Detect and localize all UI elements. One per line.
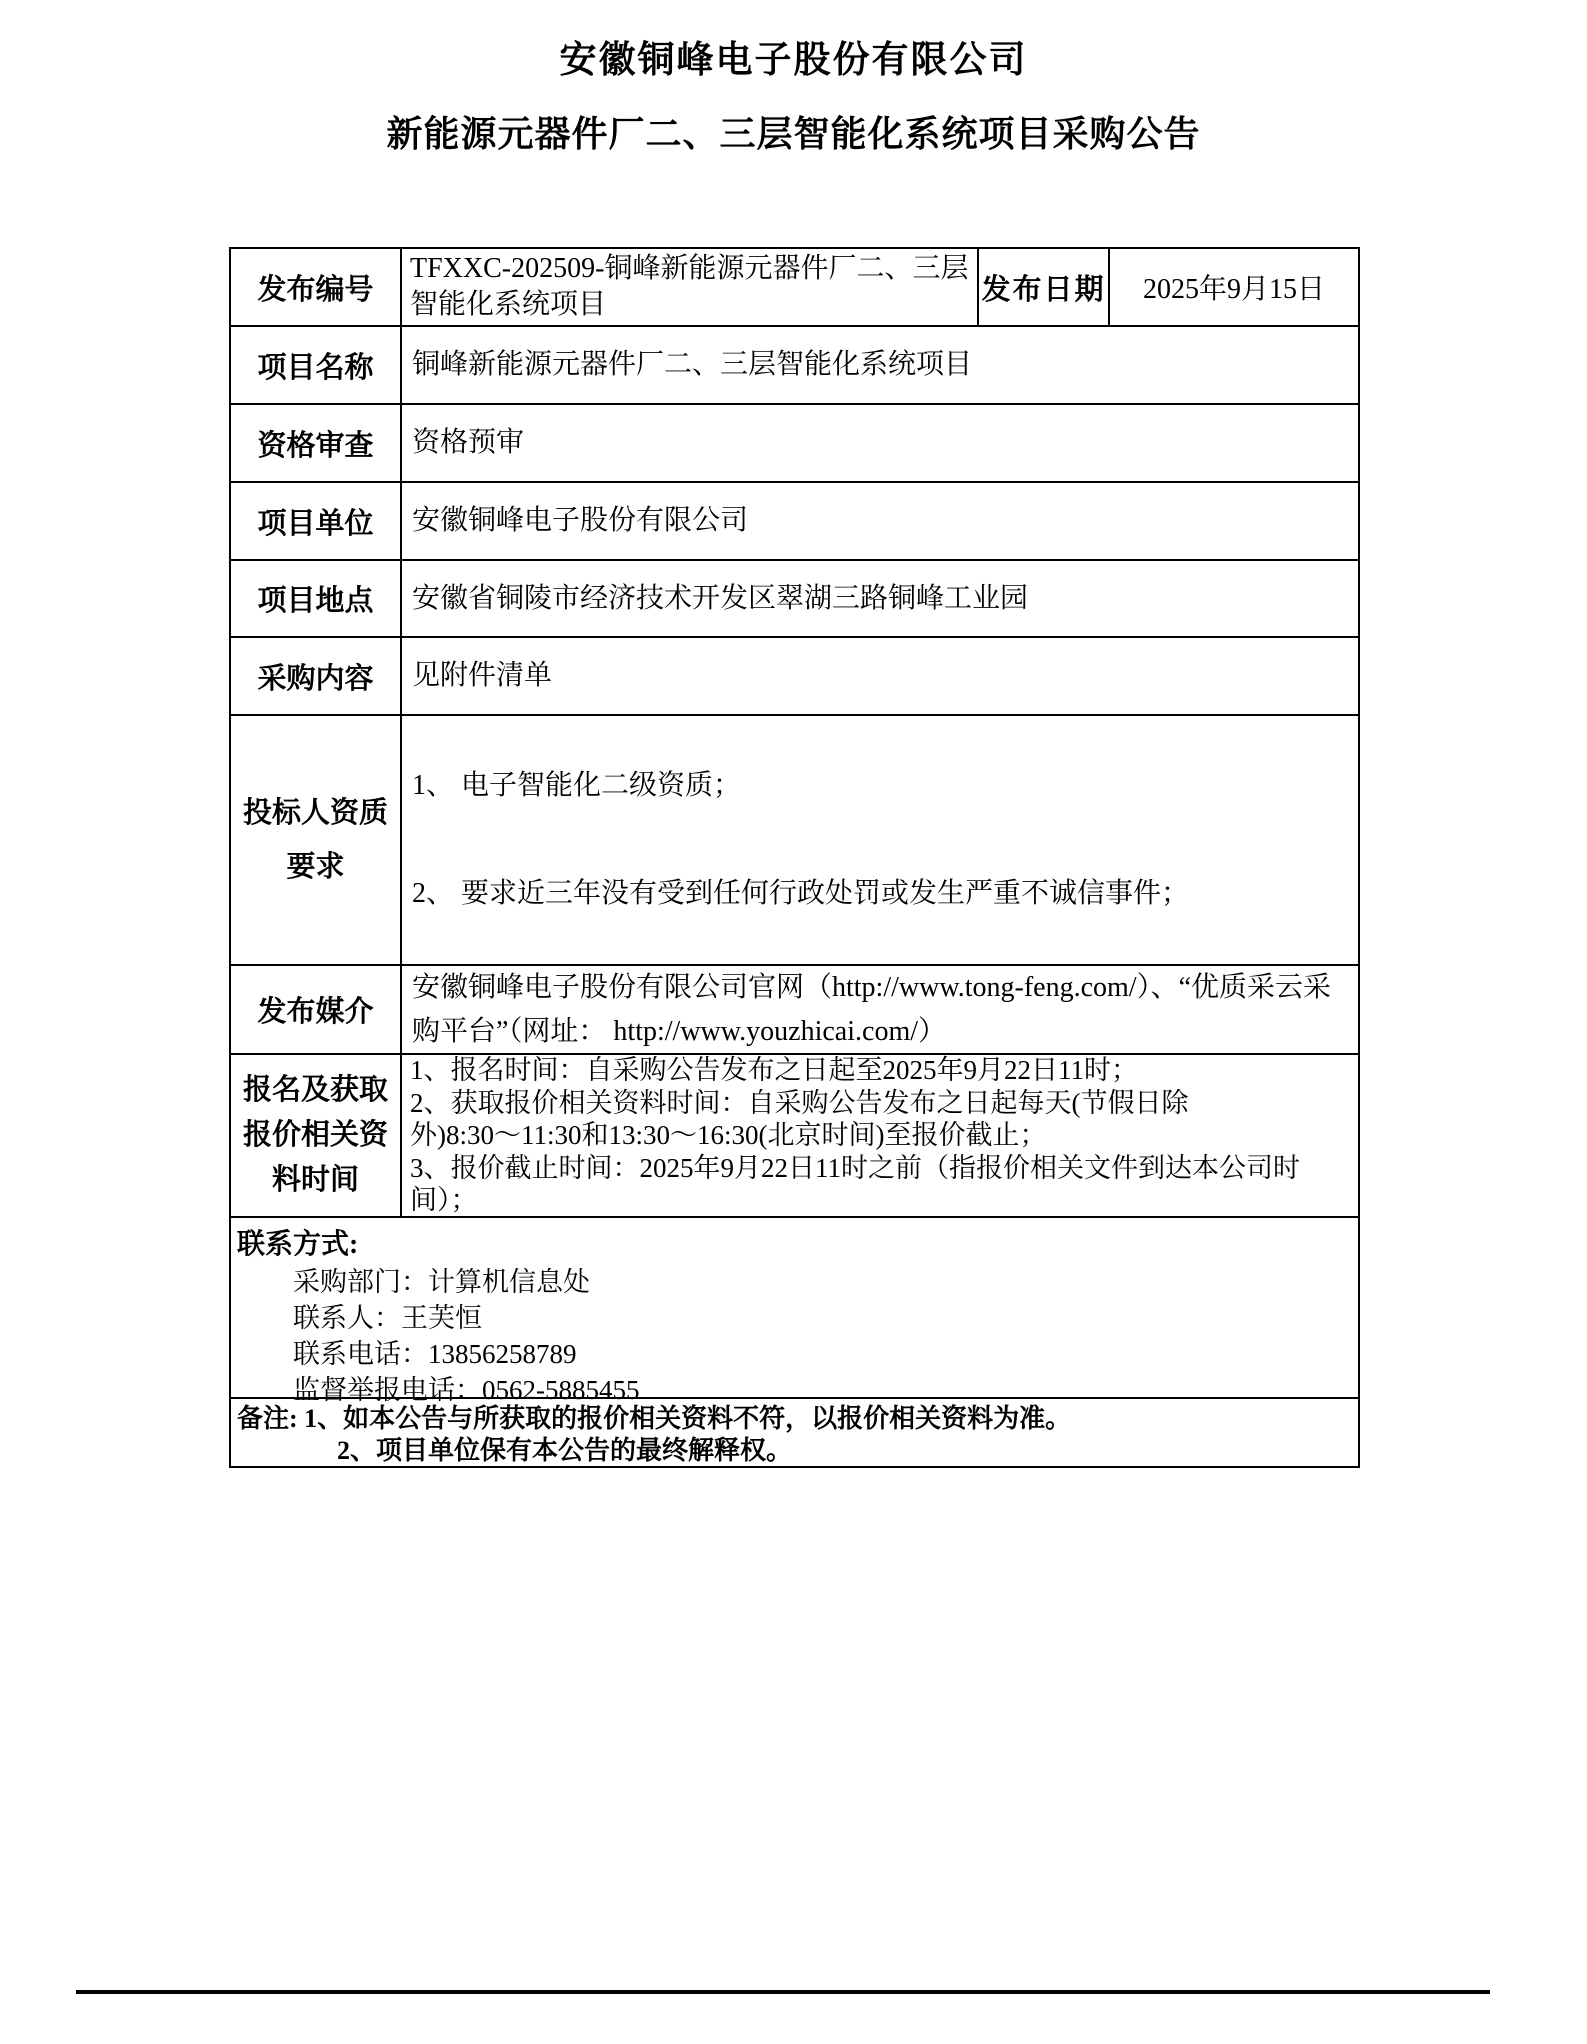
contact-phone: 联系电话：13856258789: [293, 1339, 577, 1369]
qualification-review-row: [231, 405, 1358, 483]
publication-media-row: [231, 966, 1358, 1055]
registration-schedule-label-line1: 报名及获取: [242, 1074, 388, 1106]
registration-schedule-label-line3: 料时间: [271, 1164, 359, 1196]
project-unit-label: 项目单位: [231, 483, 402, 559]
publication-media-value: 安徽铜峰电子股份有限公司官网（http://www.tong-feng.com/）、“优质采云采购平台”（网址： http://www.youzhicai.com/）: [412, 971, 1332, 1047]
project-unit-value: 安徽铜峰电子股份有限公司: [412, 505, 749, 536]
contact-cell: [231, 1218, 1358, 1405]
project-location-label: 项目地点: [231, 561, 402, 636]
remark-line-1: 备注: 1、如本公告与所获取的报价相关资料不符，以报价相关资料为准。: [237, 1404, 1072, 1433]
document-subtitle: 新能源元器件厂二、三层智能化系统项目采购公告: [386, 113, 1201, 154]
procurement-content-value: 见附件清单: [412, 660, 553, 691]
procurement-content-row: [231, 638, 1358, 716]
publication-media-label: 发布媒介: [231, 966, 402, 1053]
bidder-qualification-label-line1: 投标人资质: [242, 797, 388, 829]
remark-line-2: 2、项目单位保有本公告的最终解释权。: [337, 1436, 793, 1465]
publish-date-label: 发布日期: [979, 249, 1110, 325]
registration-schedule-value: [402, 1055, 1358, 1216]
remark-cell: [231, 1399, 1358, 1466]
qualification-item-2: 2、 要求近三年没有受到任何行政处罚或发生严重不诚信事件；: [412, 878, 1190, 909]
schedule-line-1: 1、报名时间：自采购公告发布之日起至2025年9月22日11时；: [410, 1055, 1138, 1086]
remark-row: [231, 1399, 1358, 1466]
schedule-line-4: 3、报价截止时间：2025年9月22日11时之前（指报价相关文件到达本公司时: [410, 1152, 1300, 1183]
contact-heading: 联系方式:: [237, 1229, 359, 1260]
project-location-row: [231, 561, 1358, 638]
project-location-value: 安徽省铜陵市经济技术开发区翠湖三路铜峰工业园: [412, 582, 1029, 614]
qualification-item-1: 1、 电子智能化二级资质；: [412, 770, 742, 801]
contact-department: 采购部门：计算机信息处: [293, 1267, 590, 1297]
publish-number-value: TFXXC-202509-铜峰新能源元器件厂二、三层智能化系统项目: [402, 249, 979, 325]
contact-person: 联系人：王芙恒: [293, 1303, 482, 1333]
qualification-review-label: 资格审查: [231, 405, 402, 481]
bidder-qualification-label: [231, 716, 402, 964]
contact-row: [231, 1218, 1358, 1405]
registration-schedule-label: [231, 1055, 402, 1216]
bidder-qualification-value: [402, 716, 1358, 964]
project-name-row: [231, 327, 1358, 405]
registration-schedule-row: [231, 1055, 1358, 1218]
footer-rule: [76, 1990, 1490, 1994]
schedule-line-5: 间）；: [410, 1185, 478, 1216]
bidder-qualification-row: [231, 716, 1358, 966]
bidder-qualification-label-line2: 要求: [286, 851, 345, 883]
schedule-line-2: 2、获取报价相关资料时间：自采购公告发布之日起每天(节假日除: [410, 1087, 1189, 1118]
supervision-phone: 监督举报电话：0562-5885455: [293, 1375, 640, 1405]
publish-date-value: 2025年9月15日: [1142, 274, 1325, 305]
registration-schedule-label-line2: 报价相关资: [242, 1119, 388, 1151]
schedule-line-3: 外)8:30～11:30和13:30～16:30(北京时间)至报价截止；: [410, 1120, 1047, 1151]
project-unit-row: [231, 483, 1358, 561]
project-name-value: 铜峰新能源元器件厂二、三层智能化系统项目: [412, 349, 973, 380]
announcement-table: [229, 247, 1360, 1468]
project-name-label: 项目名称: [231, 327, 402, 403]
procurement-content-label: 采购内容: [231, 638, 402, 714]
qualification-review-value: 资格预审: [412, 427, 525, 458]
publish-number-label: 发布编号: [231, 249, 402, 325]
publish-number-row: [231, 249, 1358, 327]
document-title: 安徽铜峰电子股份有限公司: [559, 39, 1028, 80]
